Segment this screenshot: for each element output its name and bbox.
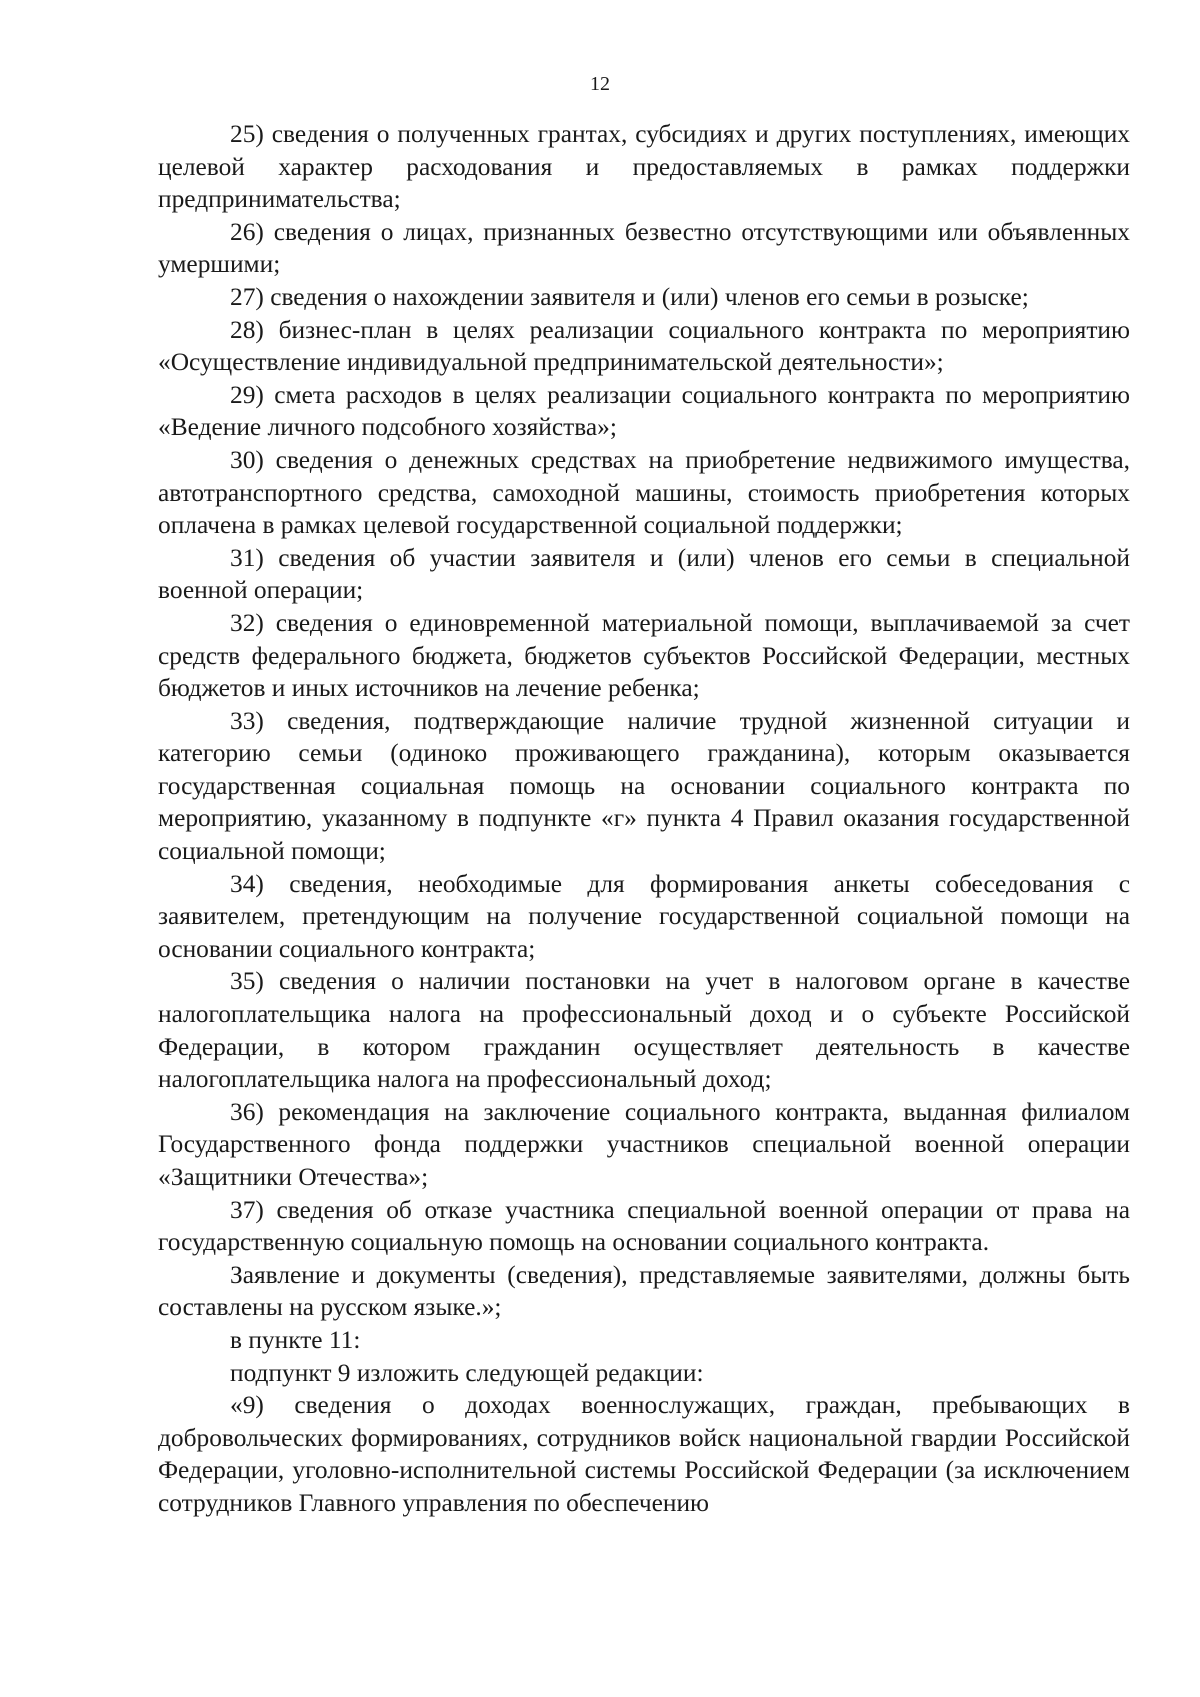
paragraph-item-32: 32) сведения о единовременной материальной помощи, выплачиваемой за счет средств федерального бюджета, бюджетов субъектов Российской Федерации, местных бюджетов и иных источников на лечение ребенка; (158, 608, 1130, 703)
paragraph-item-30: 30) сведения о денежных средствах на приобретение недвижимого имущества, автотранспортного средства, самоходной машины, стоимость приобретения которых оплачена в рамках целевой государственной социальной поддержки; (158, 445, 1130, 540)
paragraph-item-27: 27) сведения о нахождении заявителя и (или) членов его семьи в розыске; (230, 282, 1029, 311)
paragraph-clause-11: в пункте 11: (230, 1325, 361, 1354)
paragraph-item-34: 34) сведения, необходимые для формирования анкеты собеседования с заявителем, претендующим на получение государственной социальной помощи на основании социального контракта; (158, 869, 1130, 963)
page-number: 12 (590, 73, 610, 95)
paragraph-item-31: 31) сведения об участии заявителя и (или) членов его семьи в специальной военной операции; (158, 543, 1130, 605)
paragraph-item-25: 25) сведения о полученных грантах, субсидиях и других поступлениях, имеющих целевой характер расходования и предоставляемых в рамках поддержки предпринимательства; (158, 120, 1130, 214)
paragraph-item-37: 37) сведения об отказе участника специальной военной операции от права на государственную социальную помощь на основании социального контракта. (158, 1195, 1130, 1257)
paragraph-item-35: 35) сведения о наличии постановки на учет в налоговом органе в качестве налогоплательщика налога на профессиональный доход и о субъекте Российской Федерации, в котором гражданин осуществляет деятельность в качестве налогоплательщика налога на профессиональный доход; (158, 967, 1130, 1094)
document-body (158, 118, 1130, 1520)
paragraph-subclause-9-text: «9) сведения о доходах военнослужащих, граждан, пребывающих в добровольческих формированиях, сотрудников войск национальной гвардии Российской Федерации, уголовно-исполнительной системы Российской Федерации (за исключением сотрудников Главного управления по обеспечению (158, 1391, 1130, 1517)
paragraph-item-29: 29) смета расходов в целях реализации социального контракта по мероприятию «Ведение личного подсобного хозяйства»; (158, 380, 1130, 442)
paragraph-language-requirement: Заявление и документы (сведения), представляемые заявителями, должны быть составлены на русском языке.»; (158, 1260, 1130, 1322)
paragraph-item-36: 36) рекомендация на заключение социального контракта, выданная филиалом Государственного фонда поддержки участников специальной военной операции «Защитники Отечества»; (158, 1097, 1130, 1191)
paragraph-item-33: 33) сведения, подтверждающие наличие трудной жизненной ситуации и категорию семьи (одиноко проживающего гражданина), которым оказывается государственная социальная помощь на основании социального контракта по мероприятию, указанному в подпункте «г» пункта 4 Правил оказания государственной социальной помощи; (158, 706, 1130, 866)
paragraph-item-28: 28) бизнес-план в целях реализации социального контракта по мероприятию «Осуществление индивидуальной предпринимательской деятельности»; (158, 315, 1130, 377)
paragraph-item-26: 26) сведения о лицах, признанных безвестно отсутствующими или объявленных умершими; (158, 217, 1130, 279)
paragraph-subclause-9-intro: подпункт 9 изложить следующей редакции: (230, 1358, 704, 1387)
